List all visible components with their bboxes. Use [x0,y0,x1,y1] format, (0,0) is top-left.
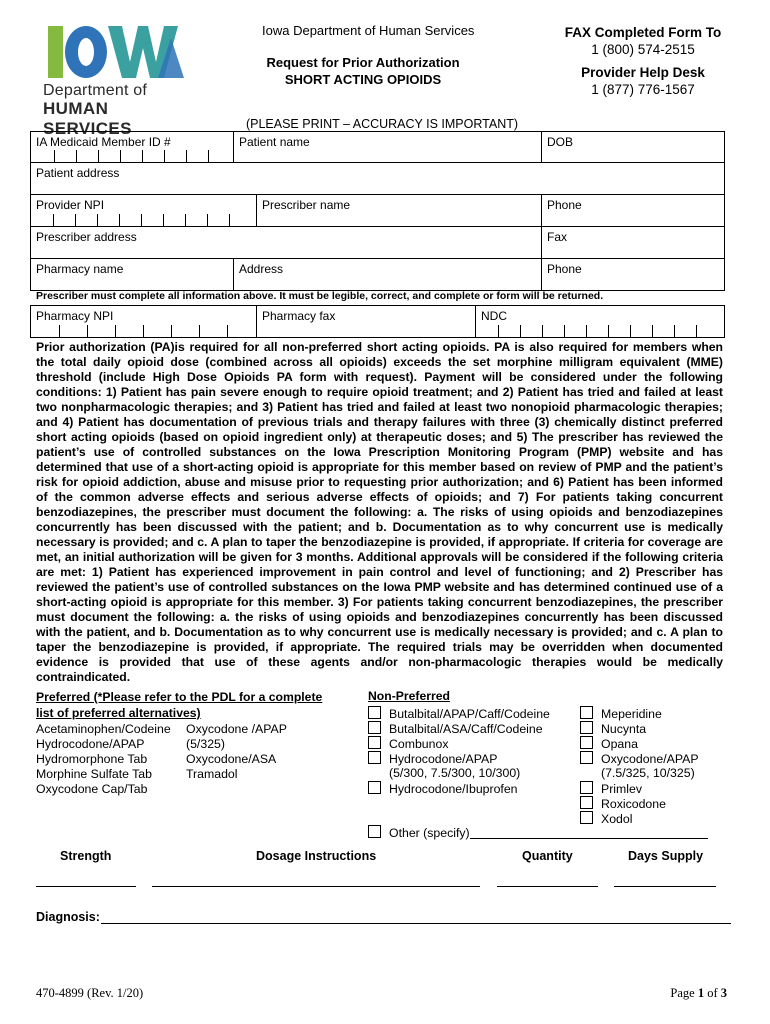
member-info-grid [30,131,725,291]
other-specify-input[interactable] [470,826,708,839]
pharmacy-npi-digit-boxes [31,325,256,337]
fax-number: 1 (800) 574-2515 [591,42,695,57]
dosage-instructions-input[interactable] [152,886,480,887]
option-label: Nucynta [601,722,647,736]
form-title-line2: SHORT ACTING OPIOIDS [284,72,442,87]
member-id-digit-boxes [31,150,233,162]
page-total: 3 [720,986,727,1000]
patient-address-field[interactable] [31,163,724,194]
quantity-input[interactable] [497,886,598,887]
checkbox[interactable] [580,736,593,749]
member-id-label: IA Medicaid Member ID # [36,135,171,149]
checkbox[interactable] [580,811,593,824]
preferred-drug: (5/325) [186,737,225,751]
page-number: 1 [697,986,705,1000]
prescriber-warning: Prescriber must complete all information above. It must be legible, correct, and complete or form will be returned. [36,290,604,302]
checkbox[interactable] [580,721,593,734]
non-preferred-option[interactable] [368,706,550,721]
checkbox[interactable] [368,736,381,749]
non-preferred-list-col1 [368,706,550,796]
non-preferred-option[interactable] [580,811,699,826]
non-preferred-option[interactable] [368,721,550,736]
row-prescriber-address [31,227,724,259]
row-provider [31,195,724,227]
prescriber-fax-field[interactable] [542,227,724,258]
pharmacy-name-field[interactable] [31,259,234,290]
checkbox[interactable] [368,721,381,734]
patient-address-label: Patient address [36,166,120,180]
prescriber-phone-field[interactable] [542,195,724,226]
ndc-label: NDC [481,309,507,323]
pharmacy-phone-field[interactable] [542,259,724,290]
page-indicator [670,986,727,1001]
non-preferred-option[interactable] [580,736,699,751]
row-pharmacy [31,259,724,290]
checkbox[interactable] [580,706,593,719]
preferred-drug: Oxycodone/ASA [186,752,277,766]
ndc-field[interactable] [476,306,724,337]
row-pharmacy-npi [31,306,724,337]
option-label: Xodol [601,812,633,826]
preferred-drug: Hydrocodone/APAP [36,737,145,751]
option-label: Butalbital/ASA/Caff/Codeine [389,722,543,736]
preferred-heading-line2: list of preferred alternatives) [36,706,201,720]
checkbox[interactable] [368,751,381,764]
form-number: 470-4899 (Rev. 1/20) [36,986,144,1000]
iowa-logo-mark [40,24,190,82]
iowa-dhs-logo [40,24,190,138]
pharmacy-phone-label: Phone [547,262,582,276]
member-id-field[interactable] [31,132,234,162]
provider-npi-digit-boxes [31,214,256,226]
option-label: Roxicodone [601,797,666,811]
option-strengths: (7.5/325, 10/325) [601,766,695,780]
dosage-instructions-header: Dosage Instructions [256,849,377,863]
prescriber-phone-label: Phone [547,198,582,212]
preferred-list-col1 [36,722,171,797]
preferred-heading-line1: Preferred (*Please refer to the PDL for a complete [36,690,323,704]
pharmacy-name-label: Pharmacy name [36,262,124,276]
diagnosis-label: Diagnosis: [36,910,100,924]
diagnosis-input[interactable] [101,923,731,924]
dob-label: DOB [547,135,574,149]
prescriber-fax-label: Fax [547,230,568,244]
form-title [232,54,494,88]
prescriber-name-field[interactable] [257,195,542,226]
non-preferred-heading: Non-Preferred [368,689,450,703]
row-member [31,132,724,163]
row-patient-address [31,163,724,195]
non-preferred-list-col2 [580,706,699,826]
option-label: Meperidine [601,707,662,721]
fax-label: FAX Completed Form To [564,25,722,40]
help-desk-label: Provider Help Desk [581,65,705,80]
agency-name: Iowa Department of Human Services [262,23,475,38]
patient-name-field[interactable] [234,132,542,162]
non-preferred-option[interactable] [368,736,550,751]
prescriber-address-label: Prescriber address [36,230,137,244]
pharmacy-address-label: Address [239,262,284,276]
preferred-list-col2 [186,722,287,782]
fax-contact-block [540,24,746,98]
prescriber-address-field[interactable] [31,227,542,258]
provider-npi-field[interactable] [31,195,257,226]
pharmacy-fax-field[interactable] [257,306,476,337]
option-label: Combunox [389,737,449,751]
logo-department-text: Department of [43,82,147,99]
pharmacy-info-grid [30,305,725,338]
non-preferred-option[interactable] [580,721,699,736]
page-of: of [704,986,721,1000]
other-specify-option[interactable] [368,825,708,840]
help-desk-number: 1 (877) 776-1567 [591,82,695,97]
checkbox[interactable] [368,706,381,719]
option-label: Hydrocodone/APAP [389,752,498,766]
checkbox[interactable] [580,781,593,794]
quantity-header: Quantity [522,849,573,863]
patient-name-label: Patient name [239,135,310,149]
non-preferred-option[interactable] [368,781,550,796]
form-title-line1: Request for Prior Authorization [266,55,460,70]
print-note: (PLEASE PRINT – ACCURACY IS IMPORTANT) [245,117,519,131]
non-preferred-option[interactable] [580,706,699,721]
logo-human-services-text: HUMAN SERVICES [43,99,132,138]
checkbox[interactable] [368,825,381,838]
option-label: Hydrocodone/Ibuprofen [389,782,518,796]
option-label: Butalbital/APAP/Caff/Codeine [389,707,550,721]
provider-npi-label: Provider NPI [36,198,105,212]
non-preferred-option[interactable] [368,751,550,766]
checkbox[interactable] [580,796,593,809]
preferred-drug: Acetaminophen/Codeine [36,722,171,736]
pharmacy-fax-label: Pharmacy fax [262,309,336,323]
checkbox[interactable] [580,751,593,764]
preferred-heading [36,689,322,721]
pharmacy-npi-field[interactable] [31,306,257,337]
strength-input[interactable] [36,886,136,887]
non-preferred-option[interactable] [580,796,699,811]
strength-header: Strength [60,849,112,863]
option-strengths: (5/300, 7.5/300, 10/300) [389,766,521,780]
days-supply-header: Days Supply [628,849,704,863]
preferred-drug: Hydromorphone Tab [36,752,148,766]
preferred-drug: Oxycodone /APAP [186,722,287,736]
pharmacy-npi-label: Pharmacy NPI [36,309,114,323]
pa-criteria-paragraph: Prior authorization (PA)is required for all non-preferred short acting opioids. PA is also required for members when the total daily opioid dose (combined across all opioids) exceeds the set morphine milligram equivalent (MME) threshold (include High Dose Opioids PA form with request). Payment will be considered under the following conditions: 1) Patient has pain severe enough to require opioid treatment; and 2) Patient has tried and failed at least two nonpharmacologic therapies; and 3) Patient has tried and failed at least two nonopioid pharmacologic therapies; and 4) Patient has documentation of previous trials and therapy failures with three (3) chemically distinct preferred short acting opioids (based on opioid ingredient only) at therapeutic doses; and 5) The prescriber has reviewed the patient’s use of controlled substances on the Iowa Prescription Monitoring Program (PMP) website and has determined that use of a short-acting opioid is appropriate for this member based on review of PMP and the patient’s risk for opioid addiction, abuse and misuse prior to requesting prior authorization; and 6) Patient has been informed of the common adverse effects and serious adverse effects of opioids; and 7) For patients taking concurrent benzodiazepines, the prescriber must document the following: a. The risks of using opioids and benzodiazepines concurrently has been discussed with the patient; and b. Documentation as to why concurrent use is medically necessary is provided; and c. A plan to taper the benzodiazepine is provided, if appropriate. If criteria for coverage are met, an initial authorization will be given for 3 months. Additional approvals will be considered if the following criteria are met: 1) Patient has experienced improvement in pain control and level of functioning; and 2) Prescriber has reviewed the patient’s use of controlled substances on the Iowa PMP website and has determined continued use of a short-acting opioid is appropriate for this member. 3) For patients taking concurrent benzodiazepines, the prescriber must document the following: a. the risks of using opioids and benzodiazepines concurrently has been discussed with the patient, and b. Documentation as to why concurrent use is medically necessary is provided; and c. A plan to taper the benzodiazepine is provided, if appropriate. The required trials may be overridden when documented evidence is provided that use of these agents and/or non-pharmacologic therapies would be medically contraindicated. [36,340,723,684]
preferred-drug: Morphine Sulfate Tab [36,767,152,781]
dob-field[interactable] [542,132,724,162]
non-preferred-option[interactable] [580,751,699,766]
non-preferred-option[interactable] [580,781,699,796]
option-label: Opana [601,737,638,751]
option-label: Oxycodone/APAP [601,752,699,766]
other-specify-label: Other (specify) [389,826,470,840]
option-label: Primlev [601,782,642,796]
page-prefix: Page [670,986,698,1000]
preferred-drug: Tramadol [186,767,238,781]
prescriber-name-label: Prescriber name [262,198,351,212]
days-supply-input[interactable] [614,886,716,887]
preferred-drug: Oxycodone Cap/Tab [36,782,148,796]
ndc-digit-boxes [476,325,724,337]
pharmacy-address-field[interactable] [234,259,542,290]
checkbox[interactable] [368,781,381,794]
